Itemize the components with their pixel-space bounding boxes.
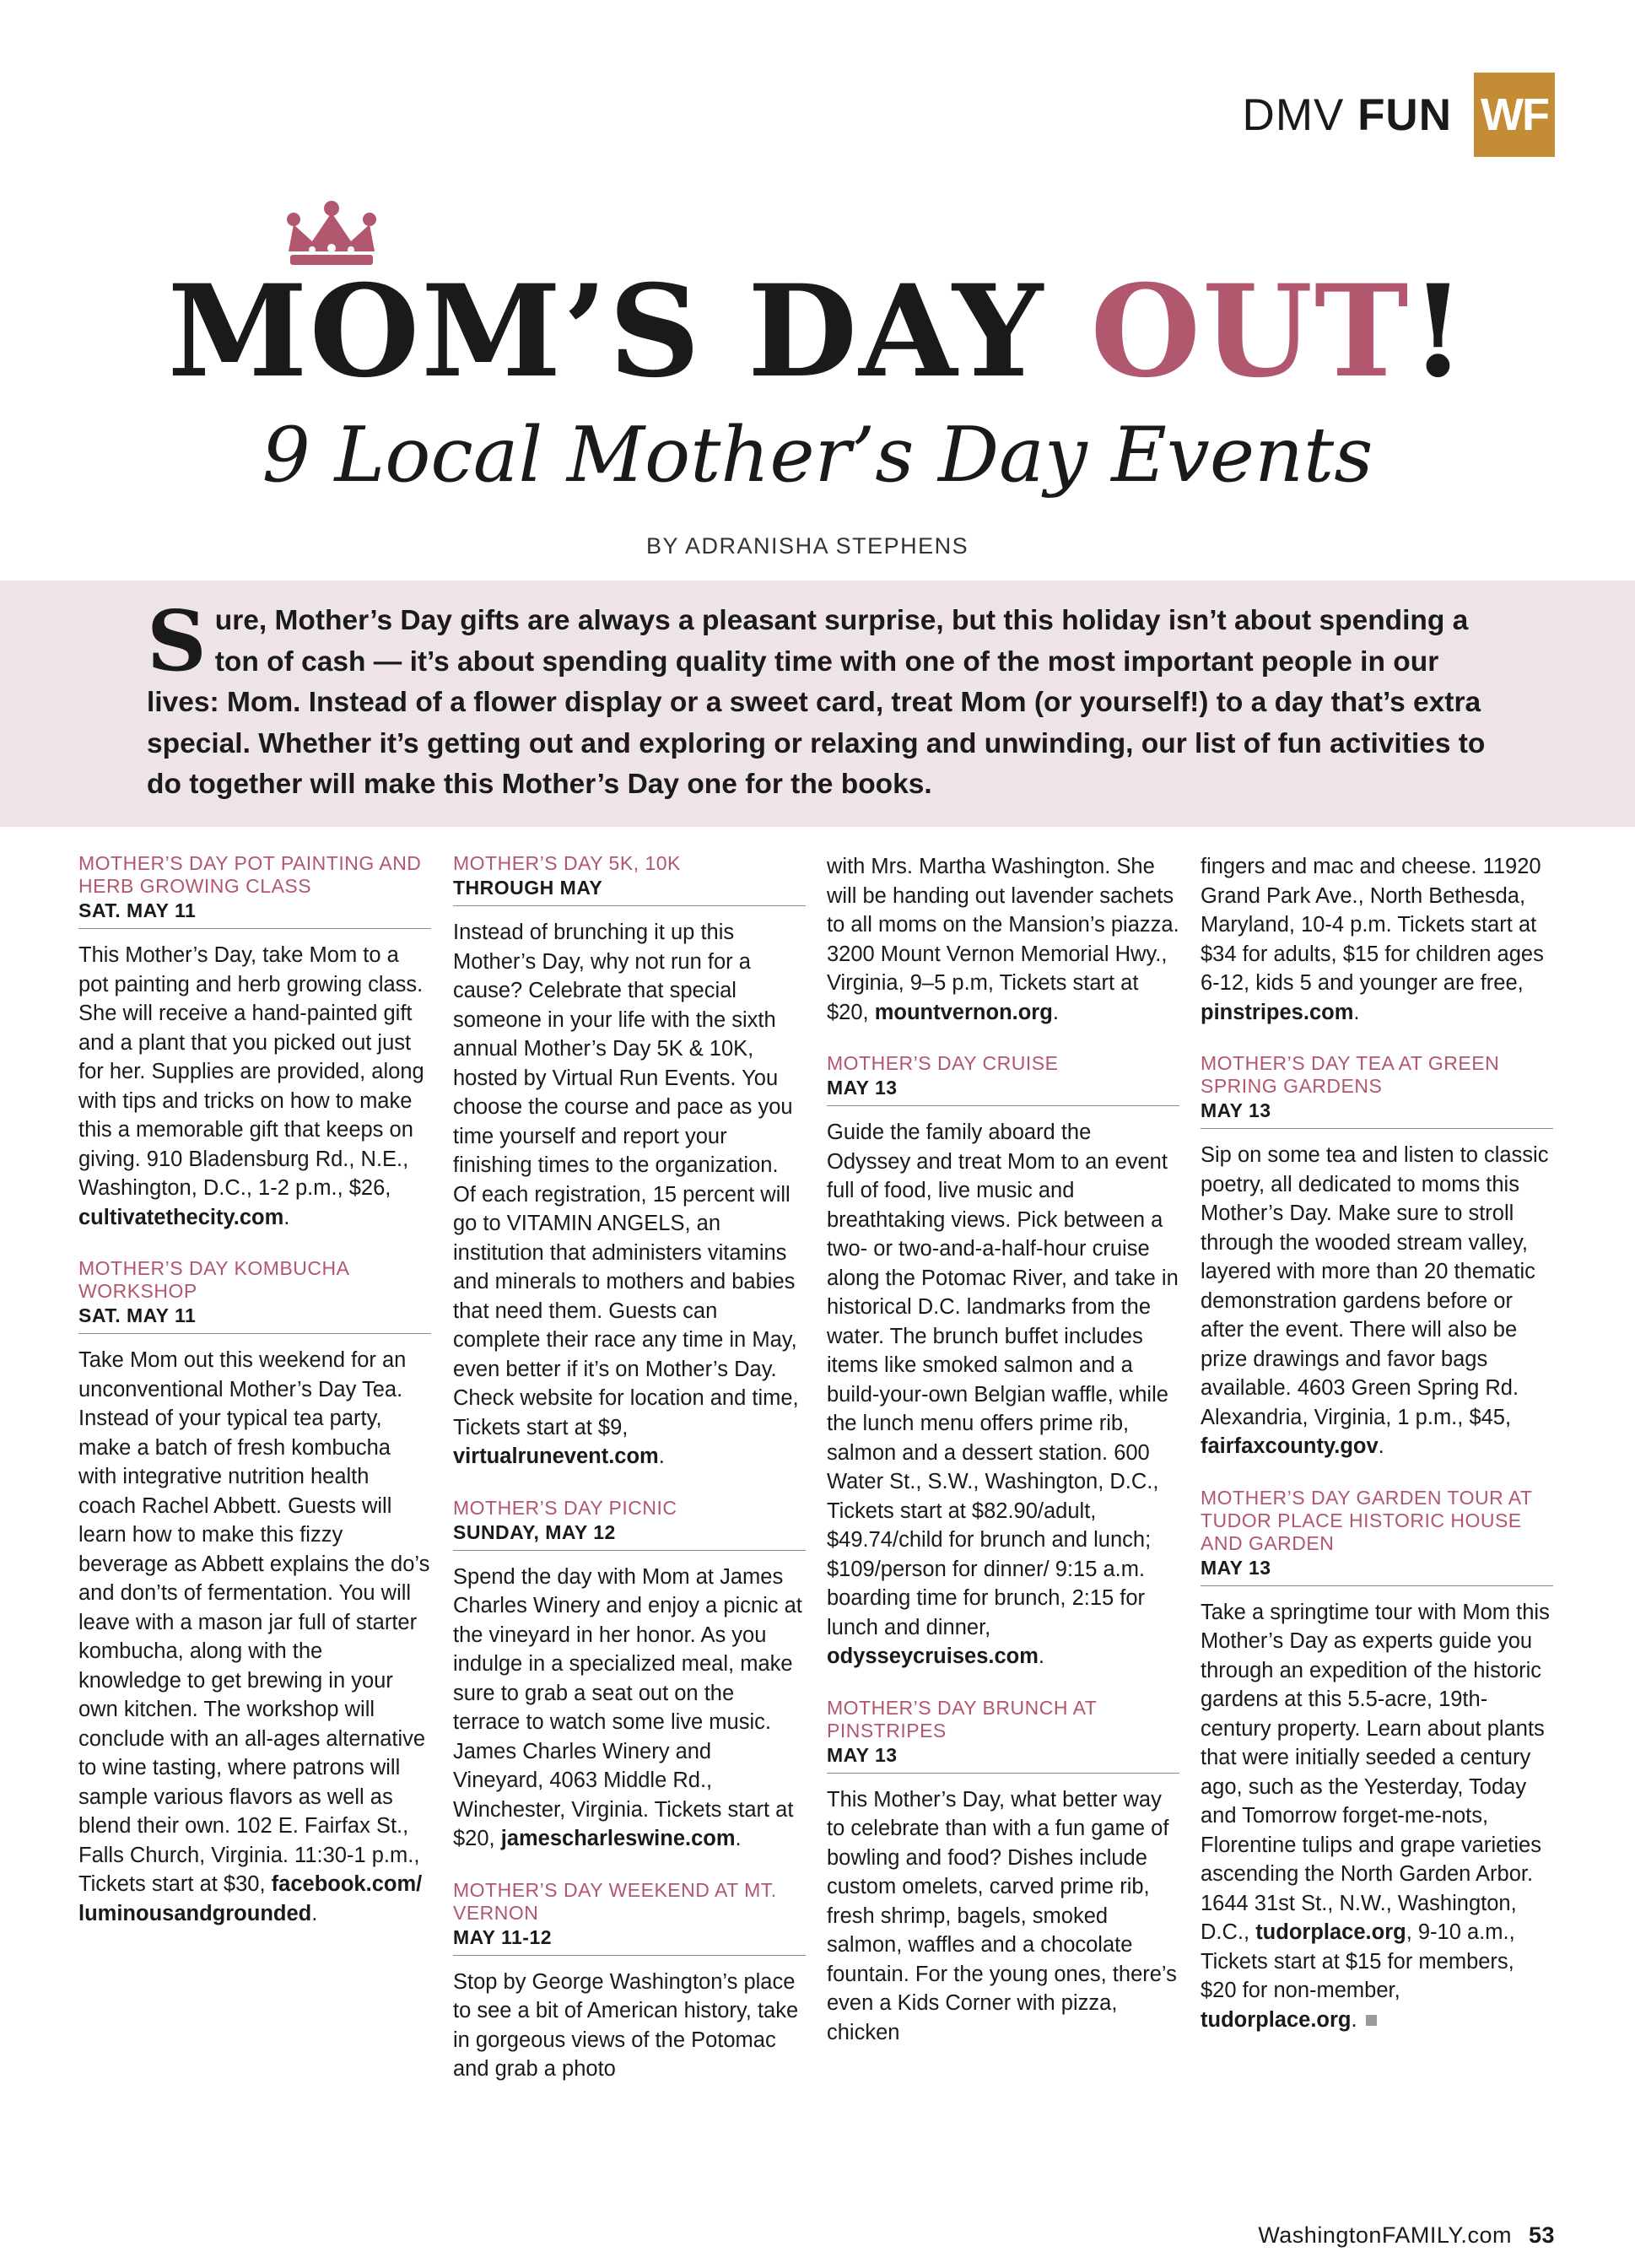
page-title: MOM’S DAY OUT! (167, 257, 1468, 406)
event-date: MAY 13 (1201, 1098, 1553, 1129)
event-link[interactable]: odysseycruises.com (827, 1644, 1039, 1668)
event-date: SAT. MAY 11 (78, 898, 431, 929)
event-title: MOTHER’S DAY TEA AT GREEN SPRING GARDENS (1201, 1052, 1500, 1097)
section-header (1243, 73, 1555, 157)
event-kombucha (78, 1257, 431, 1928)
end-mark-icon (1366, 2015, 1377, 2026)
event-date: MAY 13 (827, 1742, 1179, 1774)
column-4 (1201, 852, 1553, 2060)
intro-paragraph: Sure, Mother’s Day gifts are always a pleasant surprise, but this holiday isn’t about spending a ton of cash — it’s about spending quality time with one of the most important people in our lives: Mom. Instead of a flower display or a sweet card, treat Mom (or yourself!) to a day that’s extra special. Whether it’s getting out and exploring or relaxing and unwinding, our list of fun activities to do together will make this Mother’s Day one for the books. (147, 593, 1486, 800)
event-body-continued: with Mrs. Martha Washington. She will be handing out lavender sachets to all moms on the Mansion’s piazza. 3200 Mount Vernon Memorial Hwy., Virginia, 9–5 p.m, Tickets start at $20, mountvernon.org. (827, 855, 1179, 1024)
event-date: SUNDAY, MAY 12 (453, 1520, 806, 1551)
event-link[interactable]: fairfaxcounty.gov (1201, 1434, 1379, 1458)
event-tudor-place (1201, 1487, 1553, 2035)
event-link[interactable]: tudorplace.org (1201, 2007, 1352, 2032)
event-title: MOTHER’S DAY KOMBUCHA WORKSHOP (78, 1257, 349, 1302)
event-body: Take a springtime tour with Mom this Mother’s Day as experts guide you through an expedition of the historic gardens at this 5.5-acre, 19th-century property. Learn about plants that were initially seeded a century ago, such as the Yesterday, Today and Tomorrow forget-me-nots, Florentine tulips and grape varieties ascending the North Garden Arbor. 1644 31st St., N.W., Washington, D.C., tudorplace.org, 9-10 a.m., Tickets start at $15 for members, $20 for non-member, tudorplace.org. (1201, 1600, 1550, 2032)
wf-logo: WF (1474, 73, 1555, 157)
event-link[interactable]: jamescharleswine.com (500, 1827, 736, 1850)
event-title: MOTHER’S DAY GARDEN TOUR AT TUDOR PLACE HISTORIC HOUSE AND GARDEN (1201, 1486, 1533, 1554)
event-date: MAY 11-12 (453, 1925, 806, 1956)
event-pot-painting (78, 852, 431, 1232)
event-pinstripes (827, 1697, 1179, 2048)
event-tea (1201, 1052, 1553, 1461)
event-body-continued: fingers and mac and cheese. 11920 Grand Park Ave., North Bethesda, Maryland, 10-4 p.m. Tickets start at $34 for adults, $15 for children ages 6-12, kids 5 and younger are free, pinstripes.com. (1201, 855, 1544, 1024)
event-title: MOTHER’S DAY WEEKEND AT MT. VERNON (453, 1878, 777, 1924)
event-body: Instead of brunching it up this Mother’s Day, why not run for a cause? Celebrate that special someone in your life with the sixth annual Mother’s Day 5K & 10K, hosted by Virtual Run Events. You choose the course and pace as you time yourself and report your finishing times to the organization. Of each registration, 15 percent will go to VITAMIN ANGELS, an institution that administers vitamins and minerals to mothers and babies that need them. Guests can complete their race any time in May, even better if it’s on Mother’s Day. Check website for location and time, Tickets start at $9, virtualrunevent.com. (453, 921, 799, 1468)
event-body: Take Mom out this weekend for an unconventional Mother’s Day Tea. Instead of your typical tea party, make a batch of fresh kombucha with integrative nutrition health coach Rachel Abbett. Guests will learn how to make this fizzy beverage as Abbett explains the do’s and don’ts of fermentation. You will leave with a mason jar full of starter kombucha, along with the knowledge to get brewing in your own kitchen. The workshop will conclude with an all-ages alternative to wine tasting, where patrons will sample various flavors as well as blend their own. 102 E. Fairfax St., Falls Church, Virginia. 11:30-1 p.m., Tickets start at $30, facebook.com/ luminousandgrounded. (78, 1348, 430, 1925)
column-3 (827, 852, 1179, 2072)
event-cruise (827, 1052, 1179, 1671)
event-link[interactable]: mountvernon.org (874, 1000, 1053, 1024)
section-label: DMV FUN (1242, 89, 1452, 140)
event-link[interactable]: virtualrunevent.com (453, 1444, 659, 1468)
event-body: This Mother’s Day, what better way to celebrate than with a fun game of bowling and food? Dishes include custom omelets, carved prime rib, fresh shrimp, bagels, smoked salmon, waffles and a chocolate fountain. For the young ones, there’s even a Kids Corner with pizza, chicken (827, 1787, 1177, 2044)
event-date: MAY 13 (1201, 1555, 1553, 1586)
event-link[interactable]: cultivatethecity.com (78, 1205, 284, 1229)
event-body: Sip on some tea and listen to classic poetry, all dedicated to moms this Mother’s Day. Make sure to stroll through the wooded stream valley, layered with more than 20 thematic demonstration gardens before or after the event. There will also be prize drawings and favor bags available. 4603 Green Spring Rd. Alexandria, Virginia, 1 p.m., $45, fairfaxcounty.gov. (1201, 1143, 1549, 1458)
event-link[interactable]: tudorplace.org (1255, 1920, 1406, 1944)
event-body: Stop by George Washington’s place to see a bit of American history, take in gorgeous views of the Potomac and grab a photo (453, 1969, 799, 2081)
event-mt-vernon (453, 1879, 806, 2084)
event-title: MOTHER’S DAY BRUNCH AT PINSTRIPES (827, 1696, 1097, 1742)
event-title: MOTHER’S DAY 5K, 10K (453, 852, 681, 874)
event-date: MAY 13 (827, 1075, 1179, 1106)
page-footer (1258, 2222, 1555, 2249)
drop-cap: S (147, 593, 207, 690)
event-title: MOTHER’S DAY PICNIC (453, 1496, 677, 1519)
column-2 (453, 852, 806, 2109)
event-body: Guide the family aboard the Odyssey and treat Mom to an event full of food, live music and breathtaking views. Pick between a two- or two-and-a-half-hour cruise along the Potomac River, and take in historical D.C. landmarks from the water. The brunch buffet includes items like smoked salmon and a build-your-own Belgian waffle, while the lunch menu offers prime rib, salmon and a dessert station. 600 Water St., S.W., Washington, D.C., Tickets start at $82.90/adult, $49.74/child for brunch and lunch; $109/person for dinner/ 9:15 a.m. boarding time for brunch, 2:15 for lunch and dinner, odysseycruises.com. (827, 1120, 1179, 1668)
page-number: 53 (1528, 2222, 1555, 2248)
column-1 (78, 852, 431, 1953)
event-title: MOTHER’S DAY CRUISE (827, 1052, 1059, 1074)
event-link[interactable]: pinstripes.com (1201, 1000, 1354, 1024)
event-date: SAT. MAY 11 (78, 1303, 431, 1334)
event-picnic (453, 1497, 806, 1854)
event-link[interactable]: facebook.com/ luminousandgrounded (78, 1872, 423, 1925)
event-date: THROUGH MAY (453, 875, 806, 906)
event-body: Spend the day with Mom at James Charles Winery and enjoy a picnic at the vineyard in her honor. As you indulge in a specialized meal, make sure to grab a seat out on the terrace to watch some live music. James Charles Winery and Vineyard, 4063 Middle Rd., Winchester, Virginia. Tickets start at $20, jamescharleswine.com. (453, 1564, 802, 1850)
byline: BY ADRANISHA STEPHENS (646, 533, 969, 559)
event-5k-10k (453, 852, 806, 1472)
page-subtitle: 9 Local Mother’s Day Events (262, 411, 1373, 500)
footer-site: WashingtonFAMILY.com (1258, 2222, 1512, 2248)
event-title: MOTHER’S DAY POT PAINTING AND HERB GROWING CLASS (78, 852, 422, 897)
event-body: This Mother’s Day, take Mom to a pot painting and herb growing class. She will receive a hand-painted gift and a plant that you picked out just for her. Supplies are provided, along with tips and tricks on how to make this a memorable gift that keeps on giving. 910 Bladensburg Rd., N.E., Washington, D.C., 1-2 p.m., $26, cultivatethecity.com. (78, 943, 424, 1229)
